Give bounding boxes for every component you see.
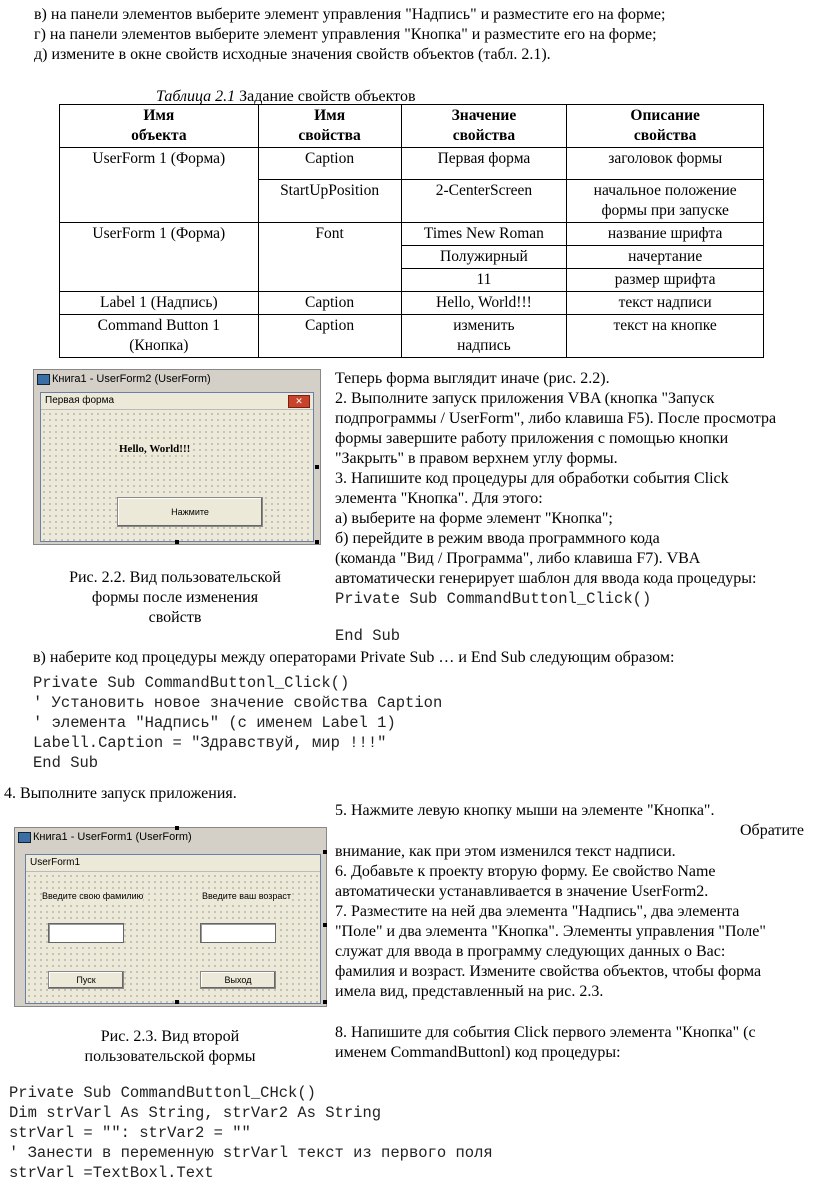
table-cell <box>60 180 259 223</box>
table-row <box>60 180 764 223</box>
resize-handle[interactable] <box>323 1000 327 1004</box>
paragraph-line: 6. Добавьте к проекту вторую форму. Ее свойство Name <box>335 863 716 880</box>
window-title: Книга1 - UserForm2 (UserForm) <box>52 373 211 385</box>
surname-label: Введите свою фамилию <box>42 891 144 901</box>
form-titlebar <box>26 855 320 872</box>
table-cell: 11 <box>401 269 567 292</box>
table-cell: 2-CenterScreen <box>401 180 567 223</box>
table-cell <box>60 246 259 269</box>
step-v-text: в) наберите код процедуры между операторами Private Sub … и End Sub следующим образом: <box>33 649 675 666</box>
header-description: Описание свойства <box>567 105 764 148</box>
header-property-value: Значение свойства <box>401 105 567 148</box>
press-button[interactable]: Нажмите <box>117 497 263 527</box>
resize-handle[interactable] <box>175 540 179 544</box>
exit-button[interactable]: Выход <box>200 971 276 989</box>
age-label: Введите ваш возраст <box>202 891 292 901</box>
table-cell: Полужирный <box>401 246 567 269</box>
paragraph-line: автоматически генерирует шаблон для ввода кода процедуры: <box>335 570 757 587</box>
code-line: strVarl = "": strVar2 = "" <box>9 1124 251 1142</box>
intro-step-v: в) на панели элементов выберите элемент управления "Надпись" и разместите его на форме; <box>34 6 666 23</box>
resize-handle[interactable] <box>315 465 319 469</box>
paragraph-line: имела вид, представленный на рис. 2.3. <box>335 983 604 1000</box>
resize-handle[interactable] <box>175 1000 179 1004</box>
window-title: Книга1 - UserForm1 (UserForm) <box>33 831 192 843</box>
table-cell: StartUpPosition <box>258 180 401 223</box>
figure-2-3-window <box>14 827 327 1007</box>
figure-2-3-caption: Рис. 2.3. Вид второй пользовательской формы <box>84 1028 256 1065</box>
table-row <box>60 292 764 315</box>
code-line: End Sub <box>335 627 401 645</box>
table-cell: UserForm 1 (Форма) <box>60 148 259 180</box>
paragraph-line: 2. Выполните запуск приложения VBA (кнопка "Запуск <box>335 390 715 407</box>
paragraph-line: (команда "Вид / Программа", либо клавиша F7). VBA <box>335 550 701 567</box>
hello-label: Hello, World!!! <box>119 443 191 455</box>
paragraph-line: подпрограммы / UserForm", либо клавиша F5). После просмотра <box>335 410 777 427</box>
intro-step-g: г) на панели элементов выберите элемент управления "Кнопка" и разместите его на форме; <box>34 26 657 43</box>
start-button[interactable]: Пуск <box>48 971 124 989</box>
table-cell: Caption <box>258 148 401 180</box>
userform-second[interactable] <box>25 854 321 1004</box>
window-titlebar <box>15 828 326 846</box>
code-line: ' элемента "Надпись" (с именем Label 1) <box>33 714 396 732</box>
paragraph-line: "Закрыть" в правом верхнем углу формы. <box>335 450 618 467</box>
table-cell: размер шрифта <box>567 269 764 292</box>
properties-table <box>59 104 764 358</box>
table-cell: Command Button 1 (Кнопка) <box>60 315 259 358</box>
code-line: Private Sub CommandButtonl_Click() <box>33 674 350 692</box>
surname-field[interactable] <box>48 923 124 943</box>
table-cell: Times New Roman <box>401 223 567 246</box>
header-object-name: Имя объекта <box>60 105 259 148</box>
paragraph-line: автоматически устанавливается в значение UserForm2. <box>335 883 709 900</box>
paragraph-line: 7. Разместите на ней два элемента "Надпись", два элемента <box>335 903 740 920</box>
paragraph-line: "Поле" и два элемента "Кнопка". Элементы управления "Поле" <box>335 923 766 940</box>
form-title: Первая форма <box>45 395 115 406</box>
intro-step-d: д) измените в окне свойств исходные значения свойств объектов (табл. 2.1). <box>34 46 551 63</box>
paragraph-line: а) выберите на форме элемент "Кнопка"; <box>335 510 613 527</box>
table-cell <box>258 246 401 269</box>
table-cell: начальное положение формы при запуске <box>567 180 764 223</box>
table-row <box>60 315 764 358</box>
paragraph-line: элемента "Кнопка". Для этого: <box>335 490 543 507</box>
close-icon[interactable]: ✕ <box>288 395 310 408</box>
code-line: strVarl =TextBoxl.Text <box>9 1164 214 1182</box>
code-line: Dim strVarl As String, strVar2 As String <box>9 1104 382 1122</box>
table-cell <box>258 269 401 292</box>
userform-first[interactable] <box>40 392 314 542</box>
table-cell: текст надписи <box>567 292 764 315</box>
table-cell <box>60 269 259 292</box>
window-titlebar <box>34 370 320 388</box>
code-line: Labell.Caption = "Здравствуй, мир !!!" <box>33 734 387 752</box>
table-cell: изменить надпись <box>401 315 567 358</box>
table-cell: UserForm 1 (Форма) <box>60 223 259 246</box>
workbook-icon <box>37 374 50 385</box>
paragraph-line: внимание, как при этом изменился текст надписи. <box>335 843 676 860</box>
workbook-icon <box>18 832 31 843</box>
code-line: ' Занести в переменную strVarl текст из первого поля <box>9 1144 493 1162</box>
paragraph-line: б) перейдите в режим ввода программного кода <box>335 530 660 547</box>
resize-handle[interactable] <box>315 540 319 544</box>
table-row <box>60 246 764 269</box>
table-cell: Caption <box>258 292 401 315</box>
paragraph-line: Теперь форма выглядит иначе (рис. 2.2). <box>335 370 610 387</box>
figure-2-2-caption: Рис. 2.2. Вид пользовательской формы после изменения свойств <box>69 569 281 626</box>
table-caption-text: Задание свойств объектов <box>235 88 416 105</box>
table-cell: Label 1 (Надпись) <box>60 292 259 315</box>
age-field[interactable] <box>200 923 276 943</box>
table-cell: Первая форма <box>401 148 567 180</box>
table-cell: Hello, World!!! <box>401 292 567 315</box>
paragraph-line: служат для ввода в программу следующих данных о Вас: <box>335 943 726 960</box>
table-cell: начертание <box>567 246 764 269</box>
header-property-name: Имя свойства <box>258 105 401 148</box>
resize-handle[interactable] <box>323 850 327 854</box>
paragraph-line: 3. Напишите код процедуры для обработки события Click <box>335 470 729 487</box>
table-cell: название шрифта <box>567 223 764 246</box>
table-row <box>60 223 764 246</box>
form-title: UserForm1 <box>30 857 81 868</box>
step-4-text: 4. Выполните запуск приложения. <box>4 785 237 802</box>
paragraph-line: Обратите <box>740 822 805 839</box>
code-line: ' Установить новое значение свойства Caption <box>33 694 443 712</box>
form-titlebar <box>41 393 313 410</box>
paragraph-line: фамилия и возраст. Измените свойства объектов, чтобы форма <box>335 963 762 980</box>
table-cell: Font <box>258 223 401 246</box>
code-line: End Sub <box>33 754 99 772</box>
table-header-row <box>60 105 764 148</box>
table-cell: Caption <box>258 315 401 358</box>
paragraph-line: 8. Напишите для события Click первого элемента "Кнопка" (с <box>335 1024 756 1041</box>
code-line: Private Sub CommandButtonl_CHck() <box>9 1084 316 1102</box>
table-row <box>60 148 764 180</box>
table-caption-number: Таблица 2.1 <box>156 88 236 105</box>
paragraph-line: 5. Нажмите левую кнопку мыши на элементе "Кнопка". <box>335 802 715 819</box>
code-line: Private Sub CommandButtonl_Click() <box>335 590 652 608</box>
paragraph-line: формы завершите работу приложения с помощью кнопки <box>335 430 729 447</box>
table-cell: заголовок формы <box>567 148 764 180</box>
resize-handle[interactable] <box>175 826 179 830</box>
figure-2-2-window <box>33 369 321 545</box>
table-cell: текст на кнопке <box>567 315 764 358</box>
table-row <box>60 269 764 292</box>
paragraph-line: именем CommandButtonl) код процедуры: <box>335 1044 621 1061</box>
resize-handle[interactable] <box>323 923 327 927</box>
